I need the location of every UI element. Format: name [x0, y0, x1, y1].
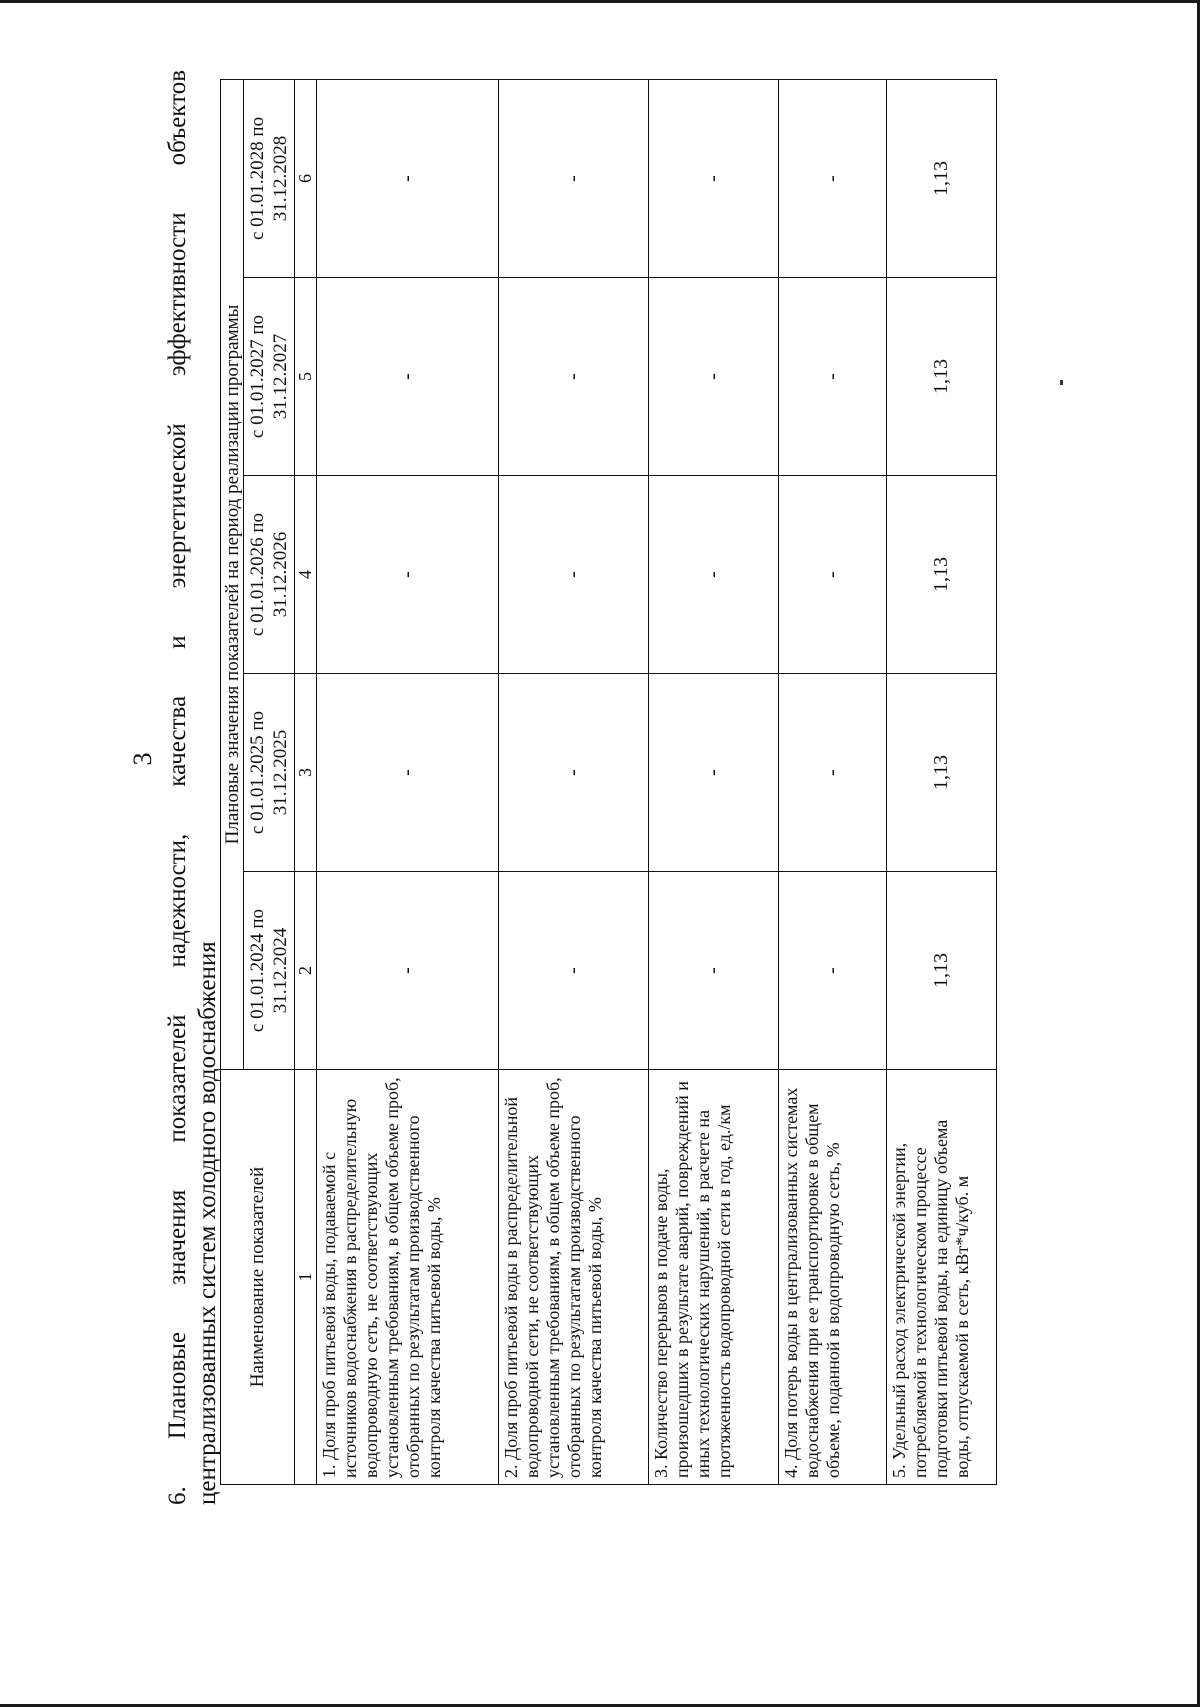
- planned-values-header: Плановые значения показателей на период реализации программы: [221, 79, 244, 1069]
- period-header: с 01.01.2028 по 31.12.2028: [244, 79, 295, 277]
- heading-word: эффективности: [164, 212, 191, 377]
- heading-word: качества: [164, 695, 191, 787]
- table-row: [649, 79, 779, 1484]
- column-number: 4: [295, 476, 317, 674]
- heading-word: и: [164, 635, 191, 649]
- table-row: [317, 79, 499, 1484]
- indicator-value: -: [499, 79, 649, 277]
- indicator-value: -: [499, 872, 649, 1070]
- indicator-value: -: [499, 278, 649, 476]
- indicator-value: 1,13: [887, 79, 997, 277]
- indicators-table: [220, 79, 997, 1485]
- indicator-value: -: [779, 476, 887, 674]
- section-heading: [163, 70, 223, 1505]
- column-number: 5: [295, 278, 317, 476]
- indicator-value: 1,13: [887, 674, 997, 872]
- heading-word: надежности,: [164, 833, 191, 968]
- indicator-value: 1,13: [887, 278, 997, 476]
- indicator-value: 1,13: [887, 872, 997, 1070]
- indicator-name: 1. Доля проб питьевой воды, подаваемой с источников водоснабжения в распределительную водопроводную сеть, не соответствующих установленным требованиям, в общем объеме проб, отобранных по результатам производственного контроля качества питьевой воды, %: [317, 1070, 499, 1485]
- indicator-value: -: [779, 278, 887, 476]
- period-header: с 01.01.2024 по 31.12.2024: [244, 872, 295, 1070]
- table-row: [499, 79, 649, 1484]
- indicator-value: -: [649, 674, 779, 872]
- indicator-value: -: [649, 476, 779, 674]
- indicator-value: -: [649, 79, 779, 277]
- heading-word: энергетической: [164, 423, 191, 589]
- indicator-value: -: [317, 674, 499, 872]
- heading-line-2: централизованных систем холодного водоснабжения: [194, 941, 221, 1505]
- indicator-name-header: Наименование показателей: [221, 1070, 295, 1485]
- period-header: с 01.01.2027 по 31.12.2027: [244, 278, 295, 476]
- indicator-value: -: [317, 278, 499, 476]
- column-number: 2: [295, 872, 317, 1070]
- indicator-value: -: [649, 872, 779, 1070]
- period-header: с 01.01.2025 по 31.12.2025: [244, 674, 295, 872]
- indicator-value: -: [779, 79, 887, 277]
- indicator-value: -: [317, 872, 499, 1070]
- indicator-value: -: [649, 278, 779, 476]
- heading-line-1: [163, 70, 193, 1505]
- heading-word: объектов: [164, 70, 191, 166]
- indicator-name: 4. Доля потерь воды в централизованных системах водоснабжения при ее транспортировке в общем объеме, поданной в водопроводную сеть, %: [779, 1070, 887, 1485]
- heading-word: показателей: [164, 1014, 191, 1143]
- indicator-value: -: [779, 674, 887, 872]
- indicator-value: -: [499, 674, 649, 872]
- table-row: [887, 79, 997, 1484]
- page-number: 3: [128, 752, 157, 766]
- heading-word: значения: [164, 1189, 191, 1285]
- rotated-page: [128, 0, 1200, 1560]
- column-number-row: [295, 79, 317, 1484]
- table-row: [779, 79, 887, 1484]
- indicator-value: -: [317, 79, 499, 277]
- column-number: 6: [295, 79, 317, 277]
- indicator-value: -: [499, 476, 649, 674]
- heading-word: Плановые: [164, 1331, 191, 1440]
- indicator-name: 5. Удельный расход электрической энергии, потребляемой в технологическом процессе подготовки питьевой воды, на единицу объема воды, отпускаемой в сеть, кВт*ч/куб. м: [887, 1070, 997, 1485]
- heading-word: 6.: [164, 1486, 191, 1505]
- indicator-value: -: [779, 872, 887, 1070]
- column-number: 3: [295, 674, 317, 872]
- period-header: с 01.01.2026 по 31.12.2026: [244, 476, 295, 674]
- indicator-name: 3. Количество перерывов в подаче воды, произошедших в результате аварий, повреждений и иных технологических нарушений, в расчете на протяженность водопроводной сети в год, ед./км: [649, 1070, 779, 1485]
- indicator-name: 2. Доля проб питьевой воды в распределительной водопроводной сети, не соответствующих установленным требованиям, в общем объеме проб, отобранных по результатам производственного контроля качества питьевой воды, %: [499, 1070, 649, 1485]
- indicator-value: -: [317, 476, 499, 674]
- indicator-value: 1,13: [887, 476, 997, 674]
- table-header-row-1: [221, 79, 244, 1484]
- column-number: 1: [295, 1070, 317, 1485]
